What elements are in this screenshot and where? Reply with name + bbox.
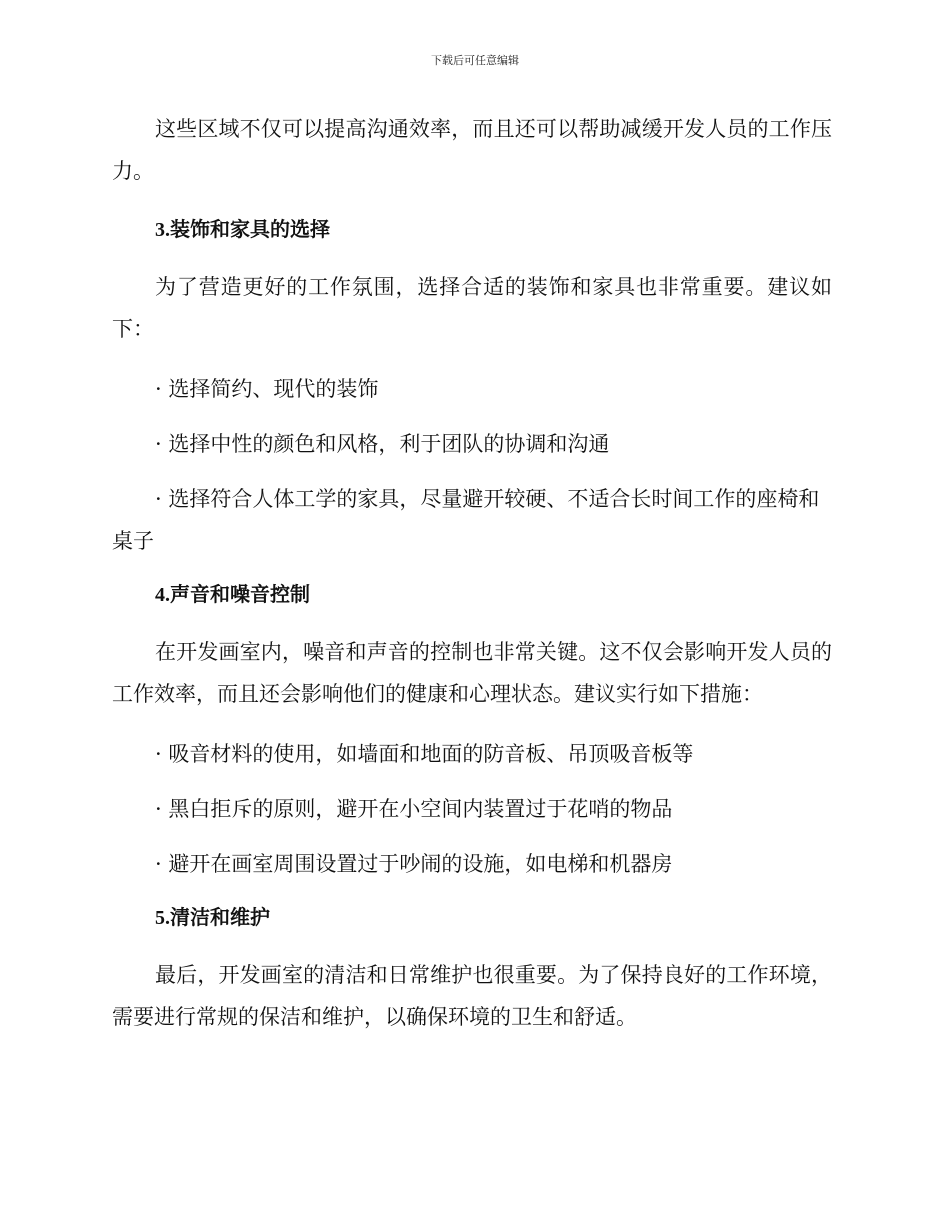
section-number: 4. — [155, 584, 170, 606]
section-title: 声音和噪音控制 — [170, 582, 310, 606]
section-number: 5. — [155, 907, 170, 929]
section-heading-3 — [112, 210, 832, 249]
list-item: · 选择中性的颜色和风格，利于团队的协调和沟通 — [155, 432, 610, 456]
list-item: · 避开在画室周围设置过于吵闹的设施，如电梯和机器房 — [155, 852, 673, 876]
section-heading-5 — [112, 898, 832, 937]
page-header: 下载后可任意编辑 — [431, 54, 519, 67]
paragraph-intro: 这些区域不仅可以提高沟通效率，而且还可以帮助减缓开发人员的工作压力。 — [112, 117, 832, 183]
section-5-intro: 最后，开发画室的清洁和日常维护也很重要。为了保持良好的工作环境，需要进行常规的保洁和维护，以确保环境的卫生和舒适。 — [112, 963, 832, 1029]
section-number: 3. — [155, 219, 170, 241]
list-item: · 黑白拒斥的原则，避开在小空间内装置过于花哨的物品 — [155, 797, 673, 821]
section-title: 装饰和家具的选择 — [170, 217, 330, 241]
section-4-intro: 在开发画室内，噪音和声音的控制也非常关键。这不仅会影响开发人员的工作效率，而且还会影响他们的健康和心理状态。建议实行如下措施： — [112, 640, 832, 706]
list-item: · 选择简约、现代的装饰 — [155, 377, 379, 401]
section-heading-4 — [112, 575, 832, 614]
document-body — [112, 108, 832, 1056]
list-item: · 选择符合人体工学的家具，尽量避开较硬、不适合长时间工作的座椅和桌子 — [112, 487, 820, 553]
list-item: · 吸音材料的使用，如墙面和地面的防音板、吊顶吸音板等 — [155, 742, 694, 766]
section-title: 清洁和维护 — [170, 905, 270, 929]
section-3-intro: 为了营造更好的工作氛围，选择合适的装饰和家具也非常重要。建议如下： — [112, 275, 832, 341]
